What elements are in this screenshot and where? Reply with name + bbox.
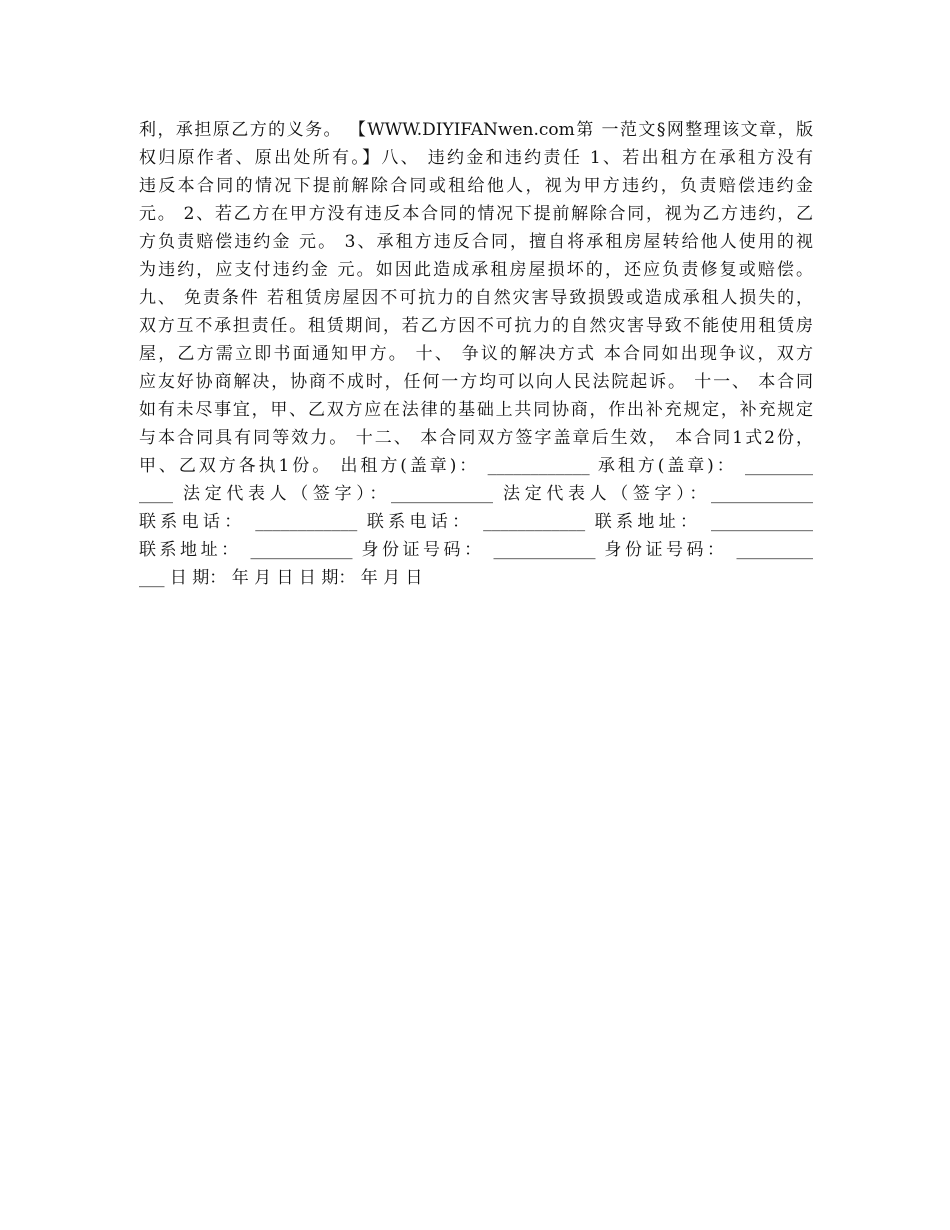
text-line-6: 为违约，应支付违约金 元。如因此造成承租房屋损坏的，还应负责修复或赔偿。 [139, 260, 813, 280]
text-line-2: 权归原作者、原出处所有。】八、 违约金和违约责任 1、若出租方在承租方没有 [139, 148, 813, 168]
text-line-14: ____ 法定代表人（签字）：____________ 法定代表人（签字）：____________ [139, 484, 813, 504]
text-line-12: 与本合同具有同等效力。 十二、 本合同双方签字盖章后生效， 本合同1式2份， [139, 428, 813, 448]
text-line-17: ___ 日 期： 年 月 日 日 期： 年 月 日 [139, 568, 423, 588]
text-line-9: 屋，乙方需立即书面通知甲方。 十、 争议的解决方式 本合同如出现争议，双方 [139, 344, 813, 364]
text-line-13: 甲、乙双方各执1份。 出租方(盖章)： ____________ 承租方(盖章)： ________ [139, 456, 813, 476]
text-line-4: 元。 2、若乙方在甲方没有违反本合同的情况下提前解除合同，视为乙方违约，乙 [139, 204, 813, 224]
text-line-5: 方负责赔偿违约金 元。 3、承租方违反合同，擅自将承租房屋转给他人使用的视 [139, 232, 813, 252]
text-line-8: 双方互不承担责任。租赁期间，若乙方因不可抗力的自然灾害导致不能使用租赁房 [139, 316, 813, 336]
contract-text-body [139, 116, 813, 592]
text-line-3: 违反本合同的情况下提前解除合同或租给他人，视为甲方违约，负责赔偿违约金 [139, 176, 813, 196]
text-line-16: 联系地址： ____________ 身份证号码： ____________ 身份证号码： _________ [139, 540, 813, 560]
text-line-11: 如有未尽事宜，甲、乙双方应在法律的基础上共同协商，作出补充规定，补充规定 [139, 400, 813, 420]
text-line-1: 利，承担原乙方的义务。 【WWW.DIYIFANwen.com第 一范文§网整理该文章，版 [139, 120, 813, 140]
text-line-7: 九、 免责条件 若租赁房屋因不可抗力的自然灾害导致损毁或造成承租人损失的， [139, 288, 813, 308]
text-line-15: 联系电话： ____________ 联系电话： ____________ 联系地址： ____________ [139, 512, 813, 532]
text-line-10: 应友好协商解决，协商不成时，任何一方均可以向人民法院起诉。 十一、 本合同 [139, 372, 813, 392]
